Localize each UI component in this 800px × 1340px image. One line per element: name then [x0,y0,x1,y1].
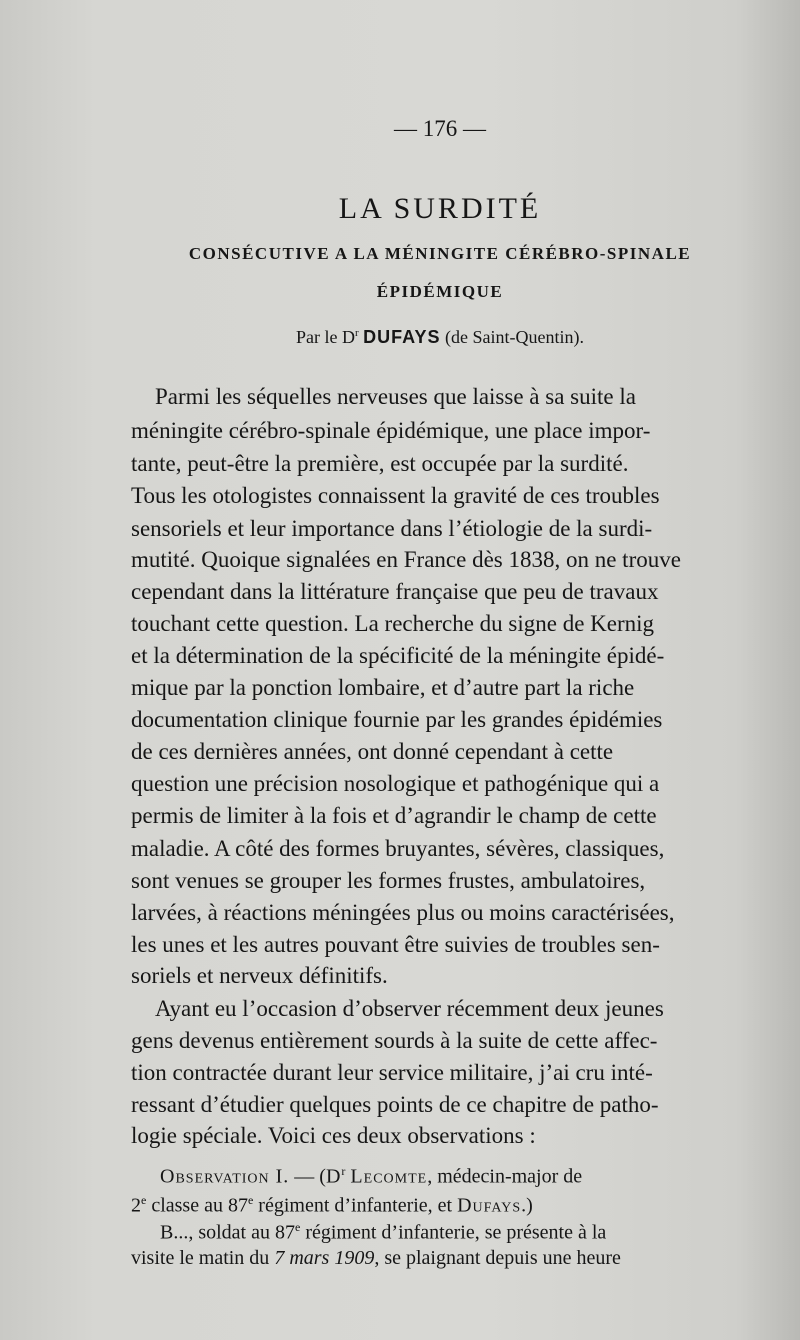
article-subtitle-line1: CONSÉCUTIVE A LA MÉNINGITE CÉRÉBRO-SPINALE [188,244,692,263]
observation-line: visite le matin du 7 mars 1909, se plaignant depuis une heure [131,1247,621,1269]
observation-heading: Observation I. — ($D^r$ Lecomte, médecin-major de [160,1164,583,1188]
body-line: et la détermination de la spécificité de la méningite épidé- [131,643,665,668]
observation-line: 2e classe au 87e régiment d’infanterie, et Dufays.) [131,1193,533,1217]
byline-author: DUFAYS [363,327,441,347]
body-line: question une précision nosologique et pathogénique qui a [131,771,660,796]
observation-author-lecomte: Lecomte [350,1165,428,1188]
observation-label: Observation I. [160,1165,290,1188]
page-number: — 176 — [394,116,486,141]
body-line: permis de limiter à la fois et d’agrandir le champ de cette [131,803,657,828]
body-line: touchant cette question. La recherche du signe de Kernig [131,611,655,636]
body-line: Ayant eu l’occasion d’observer récemment deux jeunes [155,996,664,1021]
byline [0,327,800,348]
body-line: de ces dernières années, ont donné cependant à cette [131,739,614,764]
observation-date: 7 mars 1909 [274,1247,375,1269]
article-subtitle-line2: ÉPIDÉMIQUE [376,282,504,301]
observation-author-dufays: Dufays [457,1194,522,1217]
body-line: ressant d’étudier quelques points de ce chapitre de patho- [131,1092,659,1117]
body-line: cependant dans la littérature française que peu de travaux [131,579,659,604]
body-line: larvées, à réactions méningées plus ou moins caractérisées, [131,900,675,925]
body-line: Parmi les séquelles nerveuses que laisse à sa suite la [155,384,636,409]
body-line: soriels et nerveux définitifs. [131,963,388,988]
body-line: tante, peut-être la première, est occupée par la surdité. [131,451,629,476]
body-line: mique par la ponction lombaire, et d’autre part la riche [131,675,635,700]
body-line: sensoriels et leur importance dans l’étiologie de la surdi- [131,516,653,541]
body-line: les unes et les autres pouvant être suivies de troubles sen- [131,932,660,957]
body-line: logie spéciale. Voici ces deux observations : [131,1123,536,1148]
body-line: documentation clinique fournie par les grandes épidémies [131,707,663,732]
body-line: gens devenus entièrement sourds à la suite de cette affec- [131,1028,658,1053]
body-line: sont venues se grouper les formes frustes, ambulatoires, [131,868,646,893]
body-line: maladie. A côté des formes bruyantes, sévères, classiques, [131,836,665,861]
body-line: Tous les otologistes connaissent la gravité de ces troubles [131,483,660,508]
observation-line: B..., soldat au 87e régiment d’infanterie, se présente à la [160,1220,607,1244]
article-title: LA SURDITÉ [338,192,542,225]
body-line: méningite cérébro-spinale épidémique, une place impor- [131,418,651,443]
byline-prefix: Par le $D^r$ [296,327,359,347]
body-line: tion contractée durant leur service militaire, j’ai cru inté- [131,1060,653,1085]
byline-suffix: (de Saint-Quentin). [440,327,584,347]
body-line: mutité. Quoique signalées en France dès 1838, on ne trouve [131,547,681,572]
